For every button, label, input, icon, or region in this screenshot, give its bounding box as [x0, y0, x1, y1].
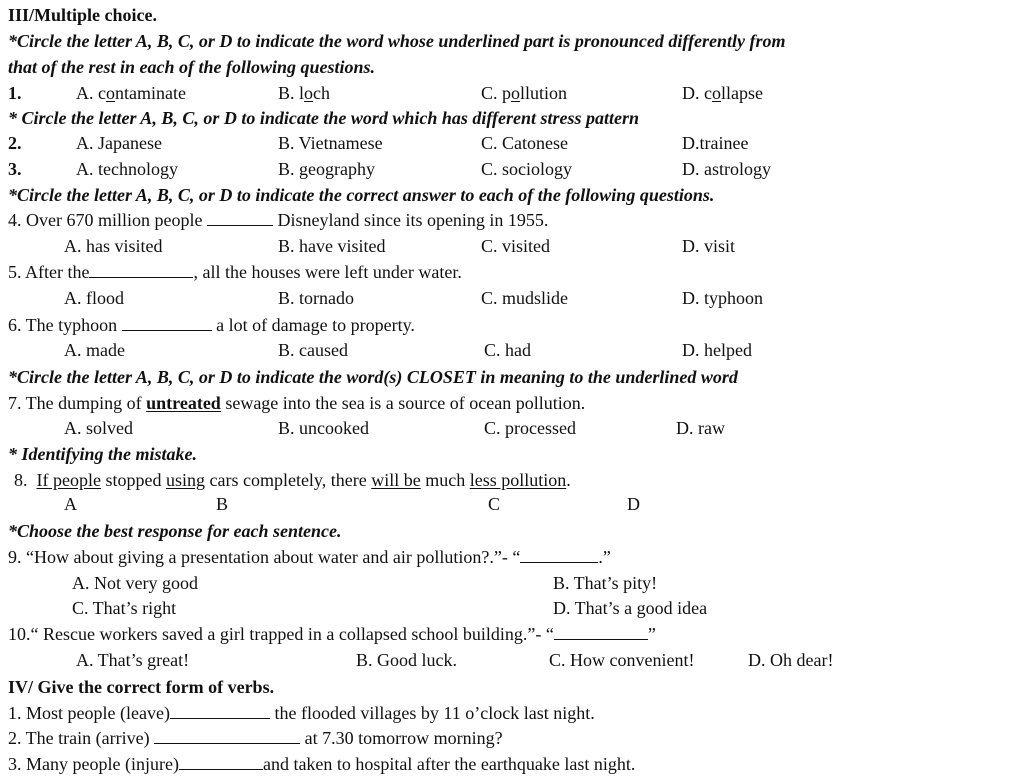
q7-underlined-word: untreated [146, 393, 221, 413]
q4-option-d[interactable]: D. visit [682, 236, 736, 256]
q9-option-d[interactable]: D. That’s a good idea [553, 598, 708, 618]
instruction-pronunciation-line-1: *Circle the letter A, B, C, or D to indicate the word whose underlined part is pronounced differently from [8, 31, 786, 51]
verb-item-3-blank[interactable] [179, 753, 263, 770]
q10-option-a[interactable]: A. That’s great! [76, 650, 190, 670]
q6-option-d[interactable]: D. helped [682, 340, 752, 360]
instruction-closest-meaning: *Circle the letter A, B, C, or D to indicate the word(s) CLOSET in meaning to the underlined word [8, 367, 738, 387]
q6-option-a[interactable]: A. made [64, 340, 125, 360]
verb-item-1: 1. Most people (leave) the flooded villages by 11 o’clock last night. [8, 703, 595, 723]
q3-option-d[interactable]: D. astrology [682, 159, 771, 179]
q9-option-b[interactable]: B. That’s pity! [553, 573, 658, 593]
section-4-title: IV/ Give the correct form of verbs. [8, 677, 275, 697]
q5-stem: 5. After the , all the houses were left under water. [8, 262, 462, 282]
q2-option-c[interactable]: C. Catonese [481, 133, 568, 153]
q7-option-b[interactable]: B. uncooked [278, 418, 369, 438]
q9-option-c[interactable]: C. That’s right [72, 598, 177, 618]
q7-stem: 7. The dumping of untreated sewage into the sea is a source of ocean pollution. [8, 393, 586, 413]
verb-item-3: 3. Many people (injure) and taken to hospital after the earthquake last night. [8, 754, 636, 774]
q3-option-b[interactable]: B. geography [278, 159, 375, 179]
q8-segment-a[interactable]: If people [36, 470, 101, 490]
q1-option-d[interactable]: D. collapse [682, 83, 763, 103]
q5-blank[interactable] [89, 261, 193, 278]
q4-option-b[interactable]: B. have visited [278, 236, 386, 256]
q5-option-c[interactable]: C. mudslide [481, 288, 569, 308]
instruction-correct-answer: *Circle the letter A, B, C, or D to indicate the correct answer to each of the following questions. [8, 185, 715, 205]
verb-item-2-blank[interactable] [154, 727, 300, 744]
q7-option-d[interactable]: D. raw [676, 418, 725, 438]
q7-option-c[interactable]: C. processed [484, 418, 576, 438]
section-3-title: III/Multiple choice. [8, 5, 157, 25]
q6-blank[interactable] [122, 314, 212, 331]
verb-item-2: 2. The train (arrive) at 7.30 tomorrow morning? [8, 728, 503, 748]
q2-option-d[interactable]: D.trainee [682, 133, 749, 153]
q3-number: 3. [8, 159, 22, 179]
q6-option-b[interactable]: B. caused [278, 340, 348, 360]
q10-option-c[interactable]: C. How convenient! [549, 650, 695, 670]
q4-stem: 4. Over 670 million people Disneyland since its opening in 1955. [8, 210, 549, 230]
q8-segment-b[interactable]: using [165, 470, 205, 490]
instruction-pronunciation-line-2: that of the rest in each of the following questions. [8, 57, 376, 77]
q10-stem: 10.“ Rescue workers saved a girl trapped in a collapsed school building.”- “ ” [8, 624, 656, 644]
q1-option-c[interactable]: C. pollution [481, 83, 568, 103]
q10-blank[interactable] [554, 623, 648, 640]
q8-label-d: D [627, 494, 640, 514]
instruction-best-response: *Choose the best response for each sentence. [8, 521, 342, 541]
q6-stem: 6. The typhoon a lot of damage to property. [8, 315, 415, 335]
instruction-identify-mistake: * Identifying the mistake. [8, 444, 197, 464]
q9-option-a[interactable]: A. Not very good [72, 573, 198, 593]
q4-blank[interactable] [207, 209, 273, 226]
q8-label-a: A [64, 494, 77, 514]
instruction-stress: * Circle the letter A, B, C, or D to indicate the word which has different stress pattern [8, 108, 640, 128]
q9-blank[interactable] [520, 546, 598, 563]
q6-option-c[interactable]: C. had [484, 340, 531, 360]
q5-option-b[interactable]: B. tornado [278, 288, 354, 308]
q4-option-c[interactable]: C. visited [481, 236, 551, 256]
q2-option-a[interactable]: A. Japanese [76, 133, 162, 153]
q3-option-c[interactable]: C. sociology [481, 159, 573, 179]
q8-segment-c[interactable]: will be [371, 470, 421, 490]
q5-option-a[interactable]: A. flood [64, 288, 124, 308]
verb-item-1-blank[interactable] [170, 702, 270, 719]
q9-stem: 9. “How about giving a presentation about water and air pollution?.”- “ .” [8, 547, 611, 567]
q8-segment-d[interactable]: less pollution [469, 470, 567, 490]
q10-option-d[interactable]: D. Oh dear! [748, 650, 834, 670]
q1-option-b[interactable]: B. loch [278, 83, 331, 103]
q8-sentence: 8. If people stopped using cars completely, there will be much less pollution. [14, 470, 571, 490]
q3-option-a[interactable]: A. technology [76, 159, 178, 179]
q1-option-a[interactable]: A. contaminate [76, 83, 186, 103]
q5-option-d[interactable]: D. typhoon [682, 288, 763, 308]
q8-label-b: B [216, 494, 229, 514]
q1-number: 1. [8, 83, 22, 103]
q4-option-a[interactable]: A. has visited [64, 236, 163, 256]
q10-option-b[interactable]: B. Good luck. [356, 650, 457, 670]
q7-option-a[interactable]: A. solved [64, 418, 133, 438]
q2-option-b[interactable]: B. Vietnamese [278, 133, 383, 153]
q2-number: 2. [8, 133, 22, 153]
q8-label-c: C [488, 494, 501, 514]
